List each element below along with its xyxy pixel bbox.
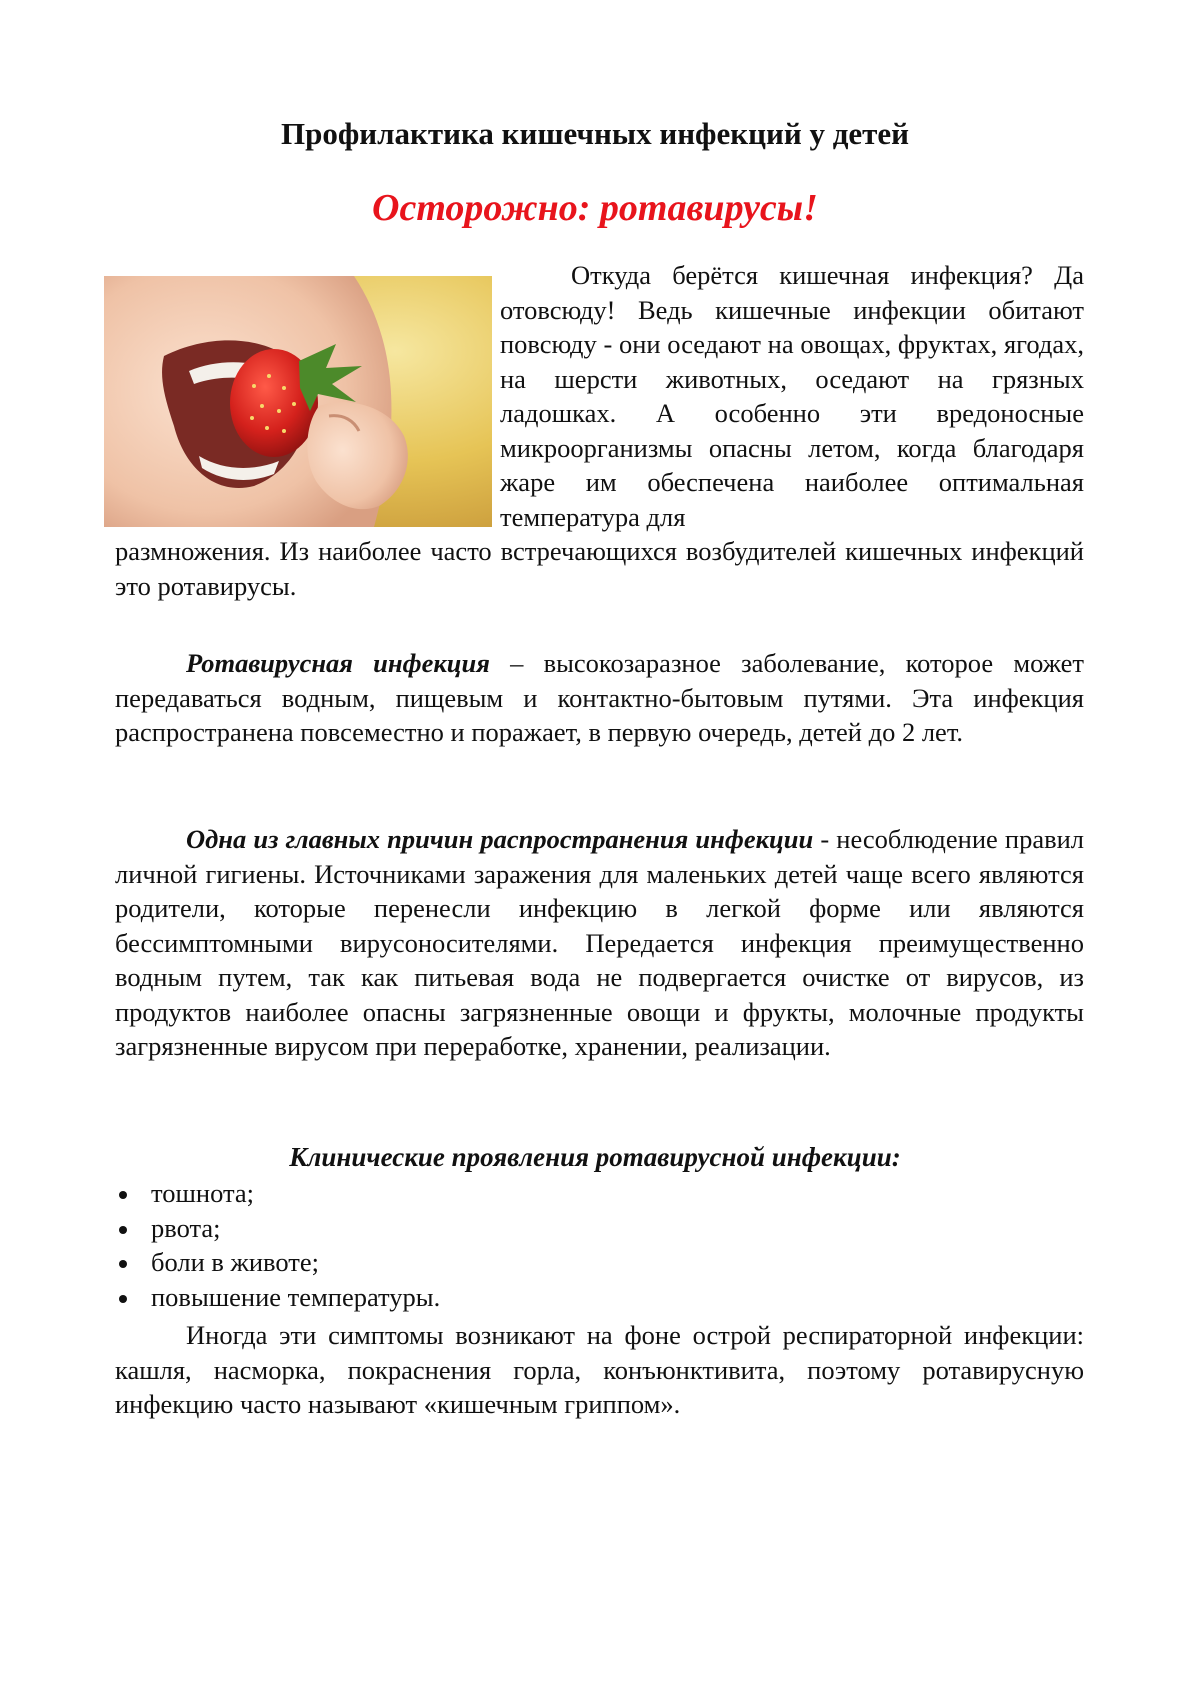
list-item [115,1245,440,1280]
list-item [115,1280,440,1315]
page-subtitle: Осторожно: ротавирусы! [372,187,818,229]
rotavirus-definition-paragraph [115,646,1084,750]
bullet-icon [119,1260,127,1268]
bullet-icon [119,1295,127,1303]
list-item [115,1211,440,1246]
page-title: Профилактика кишечных инфекций у детей [281,116,909,151]
bullet-icon [119,1226,127,1234]
symptoms-list [115,1176,440,1314]
closing-paragraph: Иногда эти симптомы возникают на фоне острой респираторной инфекции: кашля, насморка, покраснения горла, конъюнктивита, поэтому ротавирусную инфекцию часто называют «кишечным гриппом». [115,1320,1084,1419]
spread-cause-lead: Одна из главных причин распространения инфекции [186,824,814,854]
bullet-icon [119,1191,127,1199]
strawberry-photo-icon [104,276,492,527]
intro-paragraph-continued: размножения. Из наиболее часто встречающихся возбудителей кишечных инфекций это ротавирусы. [115,536,1084,601]
spread-cause-text: - несоблюдение правил личной гигиены. Источниками заражения для маленьких детей чаще всего являются родители, которые перенесли инфекцию в легкой форме или являются бессимптомными вирусоносителями. Передается инфекция преимущественно водным путем, так как питьевая вода не подвергается очистке от вирусов, из продуктов наиболее опасны загрязненные овощи и фрукты, молочные продукты загрязненные вирусом при переработке, хранении, реализации. [115,824,1084,1061]
symptom-text: тошнота; [151,1178,254,1208]
rotavirus-definition-lead: Ротавирусная инфекция [186,648,490,678]
symptom-text: повышение температуры. [151,1281,441,1312]
symptom-text: рвота; [151,1212,221,1243]
symptoms-heading: Клинические проявления ротавирусной инфекции: [289,1142,901,1172]
spread-cause-paragraph [115,822,1084,1064]
list-item [115,1176,440,1211]
symptom-text: боли в животе; [151,1247,319,1277]
rotavirus-definition-text: – высокозаразное заболевание, которое может передаваться водным, пищевым и контактно-бытовым путями. Эта инфекция распространена повсеместно и поражает, в первую очередь, детей до 2 лет. [115,648,1084,747]
intro-paragraph: Откуда берётся кишечная инфекция? Да отовсюду! Ведь кишечные инфекции обитают повсюду - они оседают на овощах, фруктах, ягодах, на шерсти животных, оседают на грязных ладошках. А особенно эти вредоносные микроорганизмы опасны летом, когда благодаря жаре им обеспечена наиболее оптимальная температура для [500,260,1084,532]
